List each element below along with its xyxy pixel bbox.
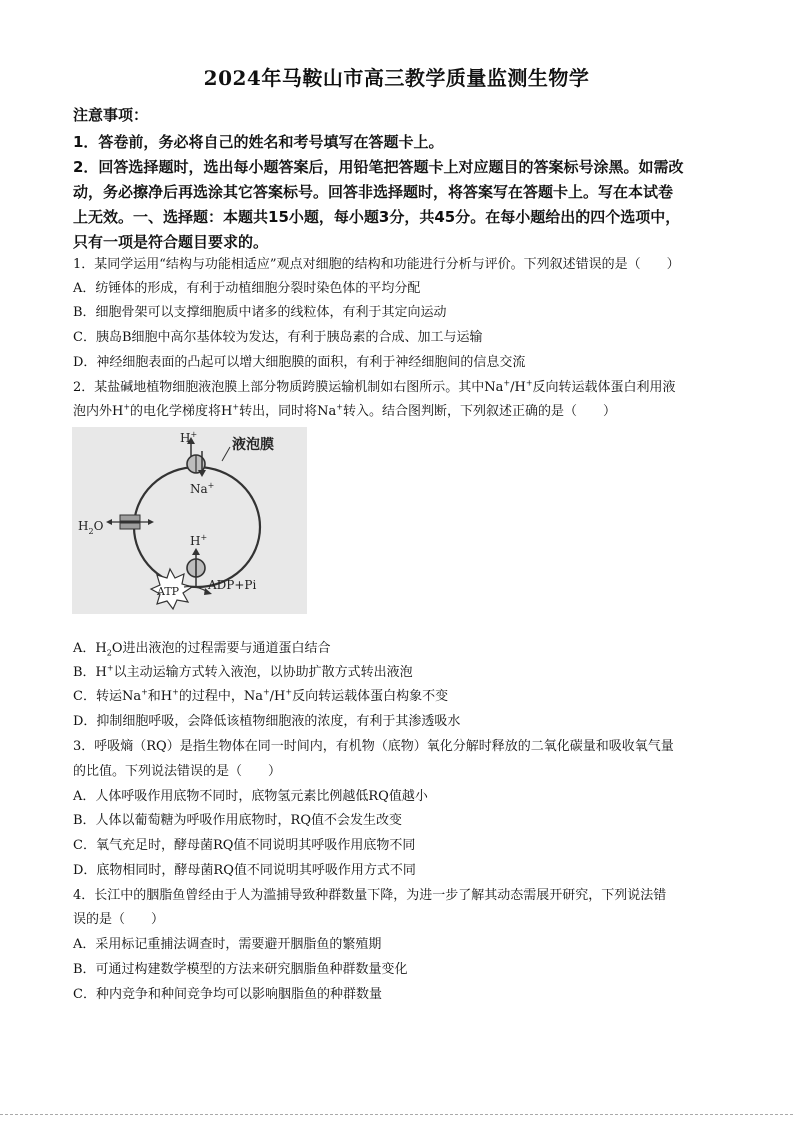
- notice-line-4: 上无效。一、选择题：本题共15小题，每小题3分，共45分。在每小题给出的四个选项中，: [73, 208, 681, 226]
- q3-option-b: B．人体以葡萄糖为呼吸作用底物时，RQ值不会发生改变: [73, 813, 402, 828]
- membrane-label: 液泡膜: [232, 437, 274, 453]
- q1-option-c: C．胰岛B细胞中高尔基体较为发达，有利于胰岛素的合成、加工与运输: [73, 330, 483, 345]
- svg-text:H+: H+: [180, 430, 198, 445]
- q4-stem-line-1: 4．长江中的胭脂鱼曾经由于人为滥捕导致种群数量下降，为进一步了解其动态需展开研究，下列说法错: [73, 888, 667, 903]
- q3-option-c: C．氧气充足时，酵母菌RQ值不同说明其呼吸作用底物不同: [73, 838, 416, 853]
- page-bottom-divider: [0, 1114, 793, 1115]
- svg-text:ATP: ATP: [157, 585, 180, 598]
- svg-text:H+: H+: [190, 533, 208, 548]
- q2-stem-line-2: 泡内外H+的电化学梯度将H+转出，同时将Na+转入。结合图判断，下列叙述正确的是（ ）: [73, 402, 616, 419]
- q1-option-b: B．细胞骨架可以支撑细胞质中诸多的线粒体，有利于其定向运动: [73, 305, 447, 320]
- q3-option-d: D．底物相同时，酵母菌RQ值不同说明其呼吸作用方式不同: [73, 863, 416, 878]
- q2-option-c: C．转运Na+和H+的过程中，Na+/H+反向转运载体蛋白构象不变: [73, 687, 449, 704]
- water-channel-icon: [120, 515, 140, 521]
- q2-option-a: A．$H_2O$进出液泡的过程需要与通道蛋白结合: [73, 641, 331, 658]
- q4-option-a: A．采用标记重捕法调查时，需要避开胭脂鱼的繁殖期: [73, 937, 382, 952]
- q2-option-d: D．抑制细胞呼吸，会降低该植物细胞液的浓度，有利于其渗透吸水: [73, 714, 461, 729]
- svg-text:ADP+Pi: ADP+Pi: [208, 578, 257, 592]
- svg-text:Na+: Na+: [190, 481, 215, 496]
- notice-line-3: 动，务必擦净后再选涂其它答案标号。回答非选择题时，将答案写在答题卡上。写在本试卷: [73, 183, 674, 201]
- q1-option-a: A．纺锤体的形成，有利于动植细胞分裂时染色体的平均分配: [73, 281, 421, 296]
- q3-stem-line-1: 3．呼吸熵（RQ）是指生物体在同一时间内，有机物（底物）氧化分解时释放的二氧化碳量和吸收氧气量: [73, 739, 674, 754]
- page-title: 2024年马鞍山市高三教学质量监测生物学: [203, 66, 590, 90]
- q1-stem: 1．某同学运用“结构与功能相适应”观点对细胞的结构和功能进行分析与评价。下列叙述错误的是（ ）: [73, 257, 680, 272]
- notice-heading: 注意事项：: [73, 106, 149, 124]
- q1-option-d: D．神经细胞表面的凸起可以增大细胞膜的面积，有利于神经细胞间的信息交流: [73, 355, 526, 370]
- notice-line-2: 2．回答选择题时，选出每小题答案后，用铅笔把答题卡上对应题目的答案标号涂黑。如需改: [73, 158, 684, 176]
- q4-option-b: B．可通过构建数学模型的方法来研究胭脂鱼种群数量变化: [73, 962, 408, 977]
- q4-option-c: C．种内竞争和种间竞争均可以影响胭脂鱼的种群数量: [73, 987, 382, 1002]
- q3-option-a: A．人体呼吸作用底物不同时，底物氢元素比例越低RQ值越小: [73, 789, 428, 804]
- q2-option-b: B．H+以主动运输方式转入液泡，以协助扩散方式转出液泡: [73, 663, 413, 680]
- q2-stem-line-1: 2．某盐碱地植物细胞液泡膜上部分物质跨膜运输机制如右图所示。其中Na+/H+反向转运载体蛋白利用液: [73, 378, 676, 395]
- q4-stem-line-2: 误的是（ ）: [73, 912, 165, 927]
- q3-stem-line-2: 的比值。下列说法错误的是（ ）: [73, 764, 282, 779]
- svg-text:H2O: $H_2O$: [78, 519, 104, 536]
- vacuole-membrane-figure: [72, 427, 307, 614]
- notice-line-5: 只有一项是符合题目要求的。: [73, 233, 269, 251]
- notice-line-1: 1．答卷前，务必将自己的姓名和考号填写在答题卡上。: [73, 133, 444, 151]
